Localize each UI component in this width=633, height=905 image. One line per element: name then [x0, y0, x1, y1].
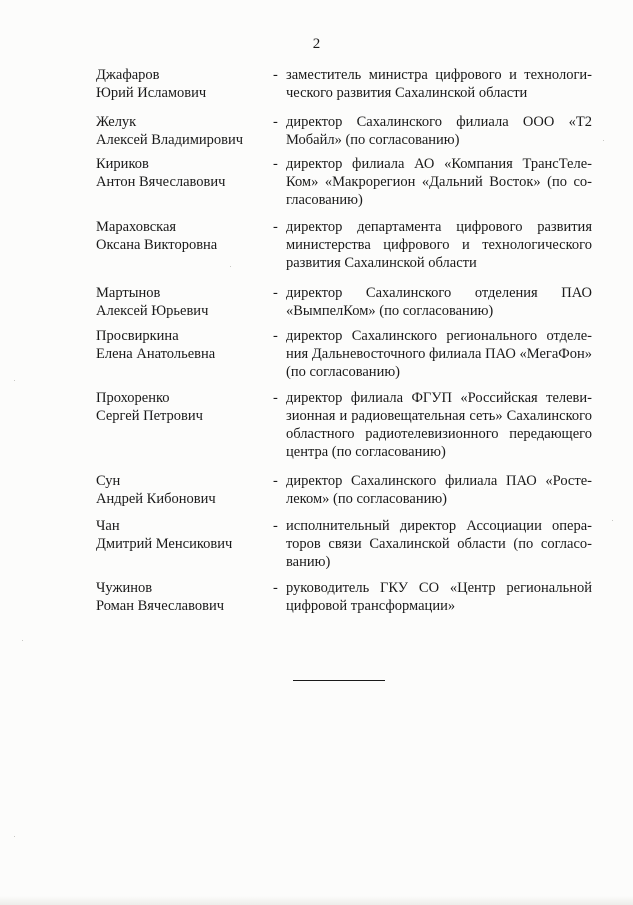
member-given-names: Антон Вячеславович — [96, 174, 226, 190]
member-surname: Кириков — [96, 156, 149, 172]
member-role: руководитель ГКУ СО «Центр региональной цифровой трансформации» — [286, 580, 592, 614]
scan-speck — [22, 640, 23, 641]
member-role: директор Сахалинского филиала ООО «Т2 Мобайл» (по согласованию) — [286, 114, 592, 148]
member-name — [96, 113, 266, 149]
member-role: заместитель министра цифрового и технологического развития Сахалинской области — [286, 67, 592, 101]
page-bottom-edge — [0, 896, 633, 905]
member-surname: Прохоренко — [96, 390, 170, 406]
member-role: директор Сахалинского филиала ПАО «Ростелеком» (по согласованию) — [286, 473, 592, 507]
member-dash: - — [273, 285, 278, 301]
member-role: исполнительный директор Ассоциации операторов связи Сахалинской области (по согласованию) — [286, 518, 592, 570]
scan-speck — [14, 836, 15, 837]
member-name — [96, 389, 266, 425]
member-dash: - — [273, 67, 278, 83]
member-given-names: Андрей Кибонович — [96, 491, 216, 507]
page-number: 2 — [312, 36, 321, 52]
scan-speck — [603, 140, 604, 141]
member-role: директор филиала ФГУП «Российская телевизионная и радиовещательная сеть» Сахалинского областного радиотелевизионного передающего центра (по согласованию) — [286, 390, 592, 460]
scan-speck — [612, 520, 613, 521]
member-given-names: Дмитрий Менсикович — [96, 536, 233, 552]
member-surname: Чужинов — [96, 580, 153, 596]
member-dash: - — [273, 518, 278, 534]
member-name — [96, 472, 266, 508]
member-given-names: Алексей Владимирович — [96, 132, 244, 148]
member-dash: - — [273, 328, 278, 344]
member-dash: - — [273, 580, 278, 596]
member-role: директор филиала АО «Компания ТрансТелеКом» «Макрорегион «Дальний Восток» (по согласованию) — [286, 156, 592, 208]
member-dash: - — [273, 390, 278, 406]
member-name — [96, 284, 266, 320]
member-surname: Просвиркина — [96, 328, 179, 344]
member-given-names: Юрий Исламович — [96, 85, 207, 101]
closing-rule — [293, 680, 385, 681]
member-role: директор Сахалинского регионального отделения Дальневосточного филиала ПАО «МегаФон» (по согласованию) — [286, 328, 592, 380]
member-surname: Джафаров — [96, 67, 160, 83]
member-surname: Сун — [96, 473, 121, 489]
member-name — [96, 66, 266, 102]
member-name — [96, 218, 266, 254]
member-surname: Желук — [96, 114, 137, 130]
member-name — [96, 155, 266, 191]
scan-speck — [230, 266, 231, 267]
member-dash: - — [273, 156, 278, 172]
member-dash: - — [273, 114, 278, 130]
member-given-names: Елена Анатольевна — [96, 346, 216, 362]
member-name — [96, 327, 266, 363]
member-surname: Чан — [96, 518, 120, 534]
member-given-names: Сергей Петрович — [96, 408, 203, 424]
member-given-names: Оксана Викторовна — [96, 237, 218, 253]
member-given-names: Роман Вячеславович — [96, 598, 225, 614]
scan-speck — [14, 380, 15, 381]
member-name — [96, 517, 266, 553]
member-given-names: Алексей Юрьевич — [96, 303, 209, 319]
member-dash: - — [273, 473, 278, 489]
member-surname: Мартынов — [96, 285, 161, 301]
member-role: директор Сахалинского отделения ПАО «ВымпелКом» (по согласованию) — [286, 285, 592, 319]
member-dash: - — [273, 219, 278, 235]
member-role: директор департамента цифрового развития министерства цифрового и технологического развития Сахалинской области — [286, 219, 592, 271]
member-name — [96, 579, 266, 615]
member-surname: Мараховская — [96, 219, 177, 235]
